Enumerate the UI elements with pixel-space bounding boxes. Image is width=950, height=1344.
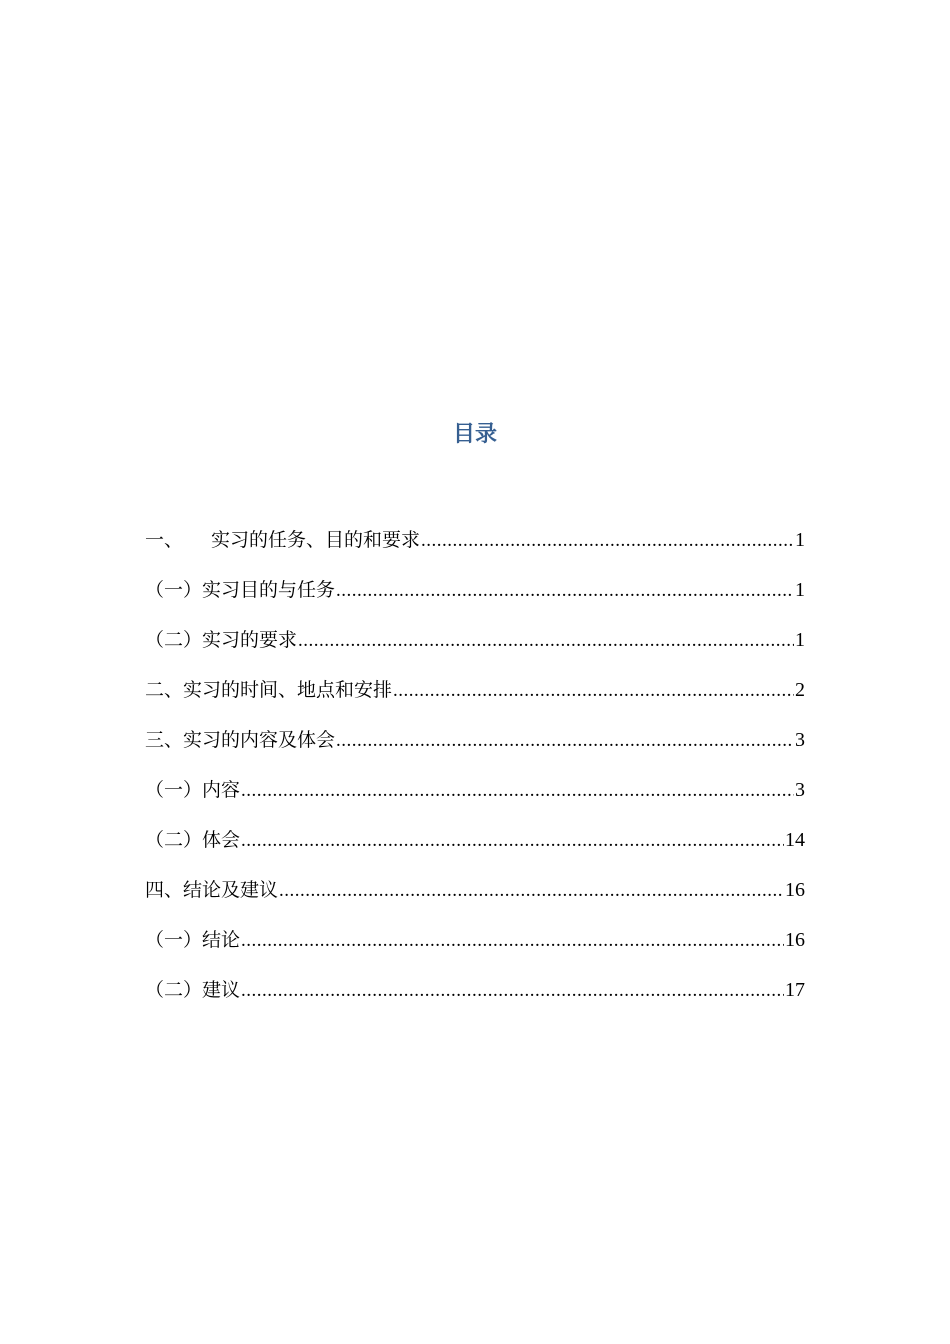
toc-entry-page: 3 — [795, 729, 805, 751]
toc-dot-leader — [241, 822, 784, 860]
toc-entry[interactable] — [145, 671, 805, 721]
toc-entry[interactable] — [145, 521, 805, 571]
toc-entry-page: 16 — [785, 929, 805, 951]
toc-entry-number: （二） — [145, 979, 203, 1001]
toc-title: 目录 — [452, 422, 497, 447]
toc-entry[interactable] — [145, 971, 805, 1021]
toc-entry-number: 一、 — [145, 529, 184, 551]
toc-entry-number: （一） — [145, 779, 203, 801]
toc-entry[interactable] — [145, 621, 805, 671]
toc-entry-number: （二） — [145, 629, 203, 651]
toc-entry-label — [145, 821, 240, 859]
toc-entry-text: 实习的时间、地点和安排 — [183, 679, 393, 701]
toc-entry-text: 结论 — [202, 929, 241, 951]
table-of-contents — [145, 521, 805, 1021]
toc-entry-text: 结论及建议 — [183, 879, 279, 901]
toc-dot-leader — [421, 522, 794, 560]
toc-entry[interactable] — [145, 571, 805, 621]
toc-entry-text: 实习的要求 — [202, 629, 298, 651]
toc-entry[interactable] — [145, 821, 805, 871]
toc-dot-leader — [241, 972, 784, 1010]
toc-entry-text: 实习的内容及体会 — [183, 729, 336, 751]
toc-entry-number: （二） — [145, 829, 203, 851]
toc-entry-text: 实习目的与任务 — [202, 579, 336, 601]
toc-entry-number: （一） — [145, 579, 203, 601]
toc-entry-number: （一） — [145, 929, 203, 951]
toc-entry-text: 内容 — [202, 779, 241, 801]
toc-entry-label — [145, 671, 392, 709]
toc-entry-page: 17 — [785, 979, 805, 1001]
toc-entry[interactable] — [145, 921, 805, 971]
toc-entry-label — [145, 621, 297, 659]
toc-entry-number: 三、 — [145, 729, 184, 751]
toc-entry-label — [145, 721, 335, 759]
toc-entry-label — [145, 521, 420, 559]
toc-entry-label — [145, 871, 278, 909]
toc-entry[interactable] — [145, 871, 805, 921]
toc-entry-page: 1 — [795, 579, 805, 601]
toc-entry[interactable] — [145, 771, 805, 821]
toc-entry-text: 建议 — [202, 979, 241, 1001]
toc-entry-text: 体会 — [202, 829, 241, 851]
toc-dot-leader — [336, 572, 794, 610]
toc-entry-label — [145, 571, 335, 609]
toc-entry-number: 二、 — [145, 679, 184, 701]
toc-entry-number: 四、 — [145, 879, 184, 901]
toc-entry[interactable] — [145, 721, 805, 771]
toc-entry-label — [145, 921, 240, 959]
toc-entry-page: 1 — [795, 529, 805, 551]
toc-dot-leader — [241, 922, 784, 960]
toc-dot-leader — [393, 672, 794, 710]
toc-entry-page: 16 — [785, 879, 805, 901]
toc-entry-label — [145, 771, 240, 809]
toc-entry-page: 1 — [795, 629, 805, 651]
toc-entry-page: 3 — [795, 779, 805, 801]
toc-dot-leader — [298, 622, 794, 660]
toc-dot-leader — [279, 872, 784, 910]
toc-entry-label — [145, 971, 240, 1009]
toc-dot-leader — [241, 772, 794, 810]
toc-entry-text: 实习的任务、目的和要求 — [211, 529, 421, 551]
toc-entry-page: 2 — [795, 679, 805, 701]
toc-entry-page: 14 — [785, 829, 805, 851]
toc-dot-leader — [336, 722, 794, 760]
